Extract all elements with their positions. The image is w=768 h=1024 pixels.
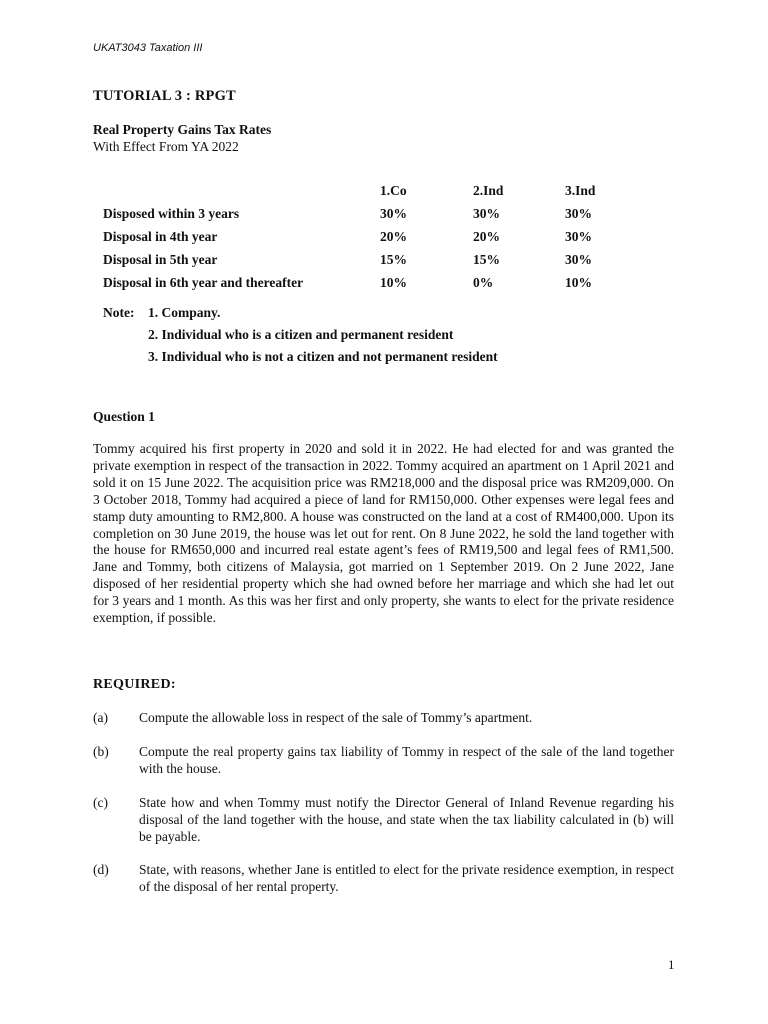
row-label: Disposal in 5th year (103, 252, 218, 267)
note-item: 3. Individual who is not a citizen and not permanent resident (148, 349, 498, 364)
rates-row (103, 275, 663, 298)
question-heading: Question 1 (93, 409, 155, 424)
row-label: Disposal in 6th year and thereafter (103, 275, 304, 290)
note-label: Note: (103, 305, 135, 320)
column-header: 3.Ind (565, 183, 596, 198)
rates-row (103, 229, 663, 252)
tutorial-title: TUTORIAL 3 : RPGT (93, 88, 236, 104)
rate-cell: 0% (473, 275, 494, 290)
rate-cell: 30% (473, 206, 500, 221)
question-part (93, 795, 674, 846)
page-number: 1 (668, 957, 675, 972)
part-text: Compute the allowable loss in respect of the sale of Tommy’s apartment. (139, 710, 533, 725)
rate-cell: 10% (380, 275, 407, 290)
part-label: (b) (93, 743, 109, 759)
rate-cell: 15% (473, 252, 500, 267)
required-parts (93, 710, 674, 913)
part-text: State how and when Tommy must notify the Director General of Inland Revenue regarding his disposal of the land together with the house, and state when the tax liability calculated in (b) will be payable. (139, 794, 674, 844)
column-header: 1.Co (380, 183, 407, 198)
rates-subheading: With Effect From YA 2022 (93, 139, 239, 154)
question-part (93, 862, 674, 896)
course-header: UKAT3043 Taxation III (93, 42, 203, 54)
rates-row (103, 206, 663, 229)
rate-cell: 20% (473, 229, 500, 244)
rates-row (103, 252, 663, 275)
row-label: Disposed within 3 years (103, 206, 240, 221)
required-label: REQUIRED: (93, 677, 176, 692)
column-header: 2.Ind (473, 183, 504, 198)
question-body: Tommy acquired his first property in 2020 and sold it in 2022. He had elected for and was granted the private exemption in respect of the transaction in 2022. Tommy acquired an apartment on 1 April 2021 and sold it on 15 June 2022. The acquisition price was RM218,000 and the disposal price was RM209,000. On 3 October 2018, Tommy had acquired a piece of land for RM150,000. Other expenses were legal fees and stamp duty amounting to RM2,800. A house was constructed on the land at a cost of RM400,000. Upon its completion on 30 June 2019, the house was let out for rent. On 8 June 2022, he sold the land together with the house for RM650,000 and incurred real estate agent’s fees of RM19,500 and legal fees of RM1,500. Jane and Tommy, both citizens of Malaysia, got married on 1 September 2019. On 2 June 2022, Jane disposed of her residential property which she had owned before her marriage and which she had let out for 3 years and 1 month. As this was her first and only property, she wants to elect for the private residence exemption, if possible. (93, 441, 674, 626)
rate-cell: 30% (565, 252, 592, 267)
rate-cell: 15% (380, 252, 407, 267)
part-label: (c) (93, 794, 108, 810)
part-text: State, with reasons, whether Jane is entitled to elect for the private residence exemption, in respect of the disposal of her rental property. (139, 862, 674, 895)
rate-cell: 30% (380, 206, 407, 221)
rate-cell: 30% (565, 206, 592, 221)
row-label: Disposal in 4th year (103, 229, 218, 244)
note-item: 2. Individual who is a citizen and permanent resident (148, 327, 454, 342)
part-label: (a) (93, 710, 108, 725)
question-part (93, 744, 674, 778)
rate-cell: 20% (380, 229, 407, 244)
part-label: (d) (93, 862, 109, 878)
note-item: 1. Company. (148, 305, 221, 320)
rates-table (103, 183, 663, 298)
rates-header-row (103, 183, 663, 206)
question-part (93, 710, 674, 727)
rates-heading: Real Property Gains Tax Rates (93, 122, 272, 137)
rate-cell: 10% (565, 275, 592, 290)
part-text: Compute the real property gains tax liability of Tommy in respect of the sale of the land together with the house. (139, 743, 674, 776)
rate-cell: 30% (565, 229, 592, 244)
